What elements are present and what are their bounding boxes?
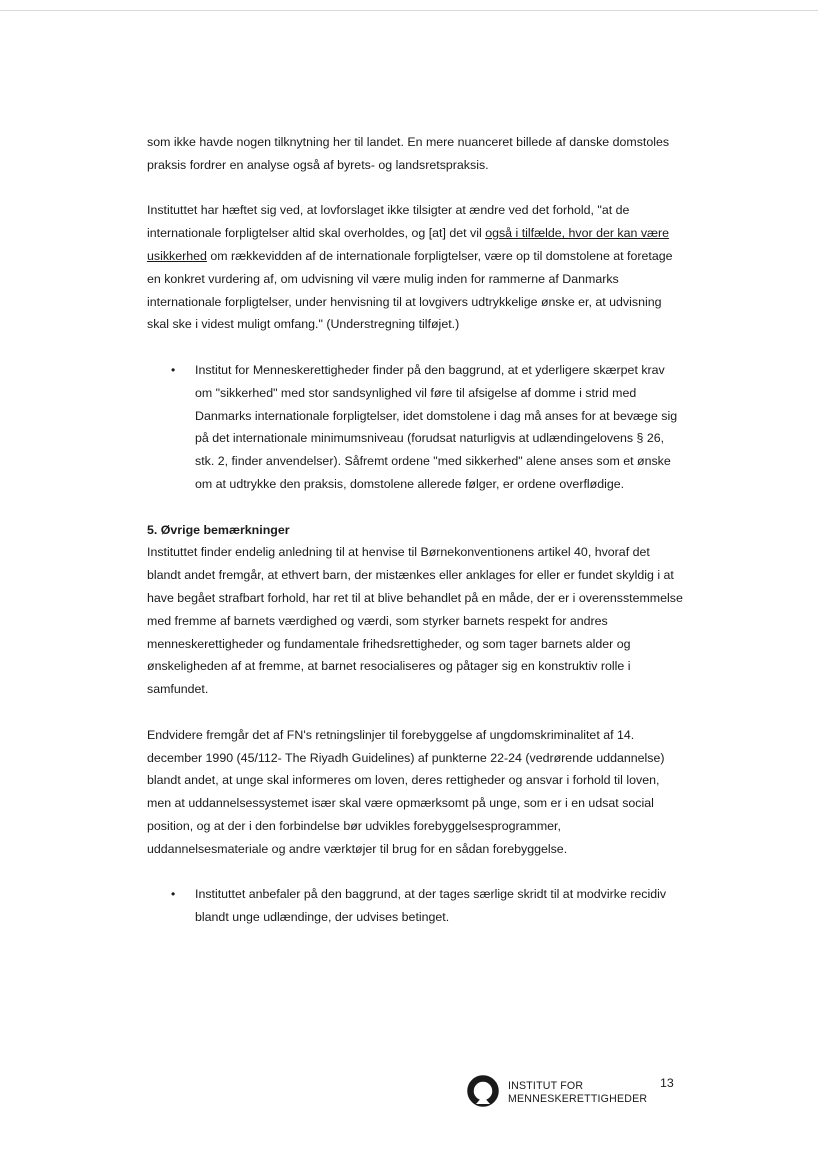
logo-text [508, 1080, 647, 1106]
paragraph-2-start: Instituttet har hæftet sig ved, at lovforslaget ikke tilsigter at ændre ved det forhold, "at de internationale forpligtelser altid skal overholdes, og [at] det vil [147, 203, 630, 241]
institute-logo [466, 1074, 686, 1114]
bullet-icon: • [171, 362, 176, 377]
underlined-phrase: også i tilfælde, hvor der kan være usikkerhed [147, 226, 670, 263]
paragraph-3: Instituttet finder endelig anledning til at henvise til Børnekonventionens artikel 40, hvoraf det blandt andet fremgår, at ethvert barn, der mistænkes eller anklages for eller er fundet skyldig i at have begået strafbart forhold, har ret til at blive behandlet på en måde, der er i overensstemmelse med fremme af barnets værdighed og værdi, som styrker barnets respekt for andres menneskerettigheder og fundamentale frihedsrettigheder, og som tager barnets alder og ønskeligheden af at fremme, at barnet resocialiseres og påtager sig en konstruktiv rolle i samfundet. [147, 545, 683, 697]
logo-line-2: MENNESKERETTIGHEDER [508, 1093, 648, 1105]
section-heading: 5. Øvrige bemærkninger [147, 522, 290, 537]
logo-line-1: INSTITUT FOR [508, 1080, 584, 1092]
bullet-icon: • [171, 887, 176, 902]
document-body [147, 131, 683, 929]
page-number: 13 [660, 1076, 674, 1090]
bullet-text-1: Institut for Menneskerettigheder finder på den baggrund, at et yderligere skærpet krav om "sikkerhed" med stor sandsynlighed vil føre til afsigelse af domme i strid med Danmarks internationale forpligtelser, idet domstolene i dag må anses for at bevæge sig på det internationale minimumsniveau (forudsat naturligvis at udlændingelovens § 26, stk. 2, finder anvendelser). Såfremt ordene "med sikkerhed" alene anses som et ønske om at udtrykke den praksis, domstolene allerede følger, er ordene overflødige. [195, 362, 678, 491]
bullet-item-2 [147, 883, 683, 929]
paragraph-2 [147, 199, 683, 336]
paragraph-2-end: om rækkevidden af de internationale forpligtelser, være op til domstolene at foretage en konkret vurdering af, om udvisning vil være mulig inden for rammerne af Danmarks internationale forpligtelser, under henvisning til at lovgivers udtrykkelige ønske er, at udvisning skal ske i videst muligt omfang." (Understregning tilføjet.) [147, 248, 673, 332]
paragraph-4: Endvidere fremgår det af FN's retningslinjer til forebyggelse af ungdomskriminalitet af 14. december 1990 (45/112- The Riyadh Guidelines) af punkterne 22-24 (vedrørende uddannelse) blandt andet, at unge skal informeres om loven, deres rettigheder og ansvar i forhold til loven, men at uddannelsessystemet især skal være opmærksomt på unge, som er i en udsat social position, og at der i den forbindelse bør udvikles forebyggelsesprogrammer, uddannelsesmateriale og andre værktøjer til brug for en sådan forebyggelse. [147, 727, 665, 856]
bullet-item-1 [147, 359, 683, 496]
circle-logo-icon [466, 1074, 500, 1108]
bullet-text-2: Instituttet anbefaler på den baggrund, at der tages særlige skridt til at modvirke recidiv blandt unge udlændinge, der udvises betinget. [195, 887, 667, 925]
paragraph-1: som ikke havde nogen tilknytning her til landet. En mere nuanceret billede af danske domstoles praksis fordrer en analyse også af byrets- og landsretspraksis. [147, 135, 670, 172]
scan-top-edge [0, 10, 818, 11]
